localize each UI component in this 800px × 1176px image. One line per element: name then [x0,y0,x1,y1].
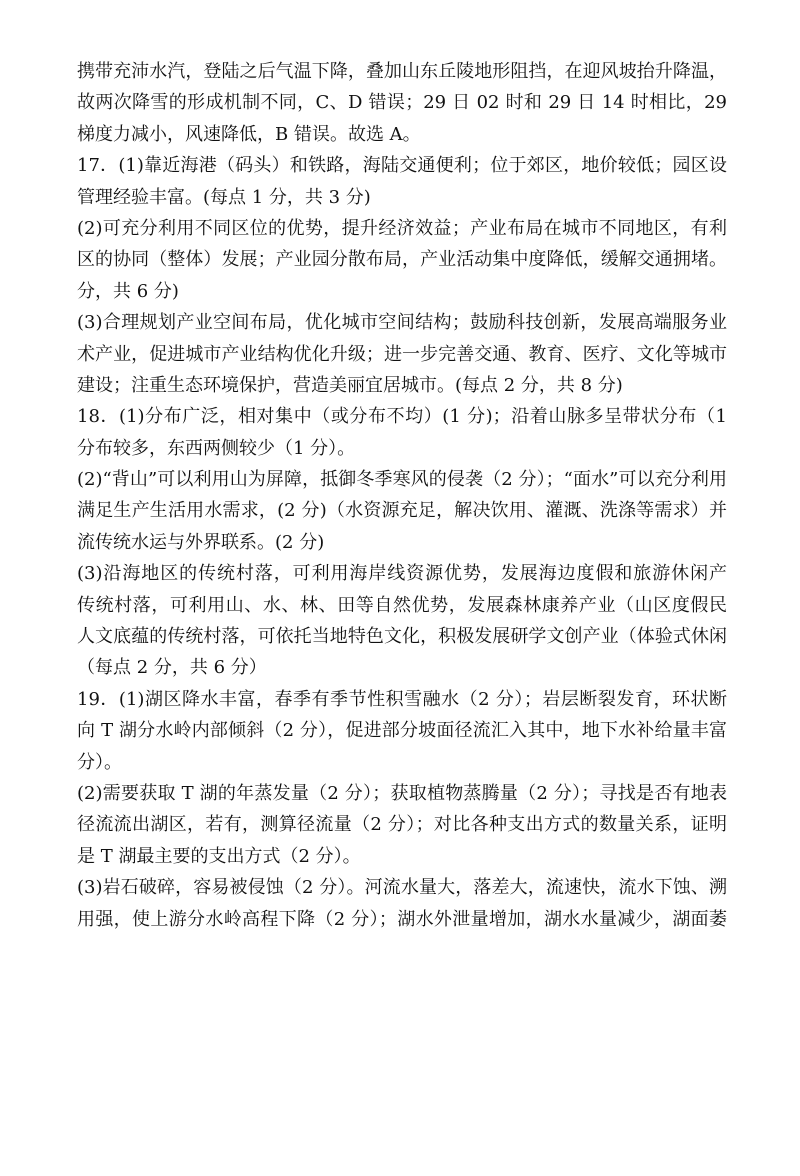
text-line: 携带充沛水汽，登陆之后气温下降，叠加山东丘陵地形阻挡，在迎风坡抬升降温， [77,61,727,82]
text-line: 流传统水运与外界联系。(2 分) [77,531,325,553]
text-line: 径流流出湖区，若有，测算径流量（2 分）；对比各种支出方式的数量关系，证明 [77,814,727,836]
text-line: 管理经验丰富。(每点 1 分，共 3 分) [77,186,371,208]
text-line: (2)需要获取 T 湖的年蒸发量（2 分）；获取植物蒸腾量（2 分）；寻找是否有地表 [77,782,727,804]
text-line: 向 T 湖分水岭内部倾斜（2 分），促进部分坡面径流汇入其中，地下水补给量丰富 [77,720,727,742]
answer-document [77,56,727,935]
text-line: 人文底蕴的传统村落，可依托当地特色文化，积极发展研学文创产业（体验式休闲 [77,626,727,648]
text-line: (2)“背山”可以利用山为屏障，抵御冬季寒风的侵袭（2 分）；“面水”可以充分利用 [77,469,727,491]
text-line: 17．(1)靠近海港（码头）和铁路，海陆交通便利；位于郊区，地价较低；园区设 [77,155,727,177]
text-line: 用强，使上游分水岭高程下降（2 分）；湖水外泄量增加，湖水水量减少，湖面萎 [77,908,727,930]
text-line: 建设；注重生态环境保护，营造美丽宜居城市。(每点 2 分，共 8 分) [77,374,623,396]
text-line: 传统村落，可利用山、水、林、田等自然优势，发展森林康养产业（山区度假民 [77,594,727,616]
text-line: (2)可充分利用不同区位的优势，提升经济效益；产业布局在城市不同地区，有利 [77,217,727,239]
text-line: 19．(1)湖区降水丰富，春季有季节性积雪融水（2 分）；岩层断裂发育，环状断 [77,688,727,710]
text-line: 18．(1)分布广泛，相对集中（或分布不均）(1 分)；沿着山脉多呈带状分布（1 [77,406,727,428]
text-line: (3)岩石破碎，容易被侵蚀（2 分）。河流水量大，落差大，流速快，流水下蚀、溯 [77,877,727,899]
text-line: 满足生产生活用水需求，(2 分)（水资源充足，解决饮用、灌溉、洗涤等需求）并 [77,500,727,522]
text-line: （每点 2 分，共 6 分） [77,657,267,679]
text-line: 故两次降雪的形成机制不同，C、D 错误；29 日 02 时和 29 日 14 时相比，29 [77,92,727,114]
text-line: 区的协同（整体）发展；产业园分散布局，产业活动集中度降低，缓解交通拥堵。 [77,249,727,271]
text-line: (3)合理规划产业空间布局，优化城市空间结构；鼓励科技创新，发展高端服务业 [77,312,727,334]
text-line: 分，共 6 分) [77,280,179,302]
text-line: 分布较多，东西两侧较少（1 分）。 [77,437,356,459]
text-line: 是 T 湖最主要的支出方式（2 分）。 [77,845,361,867]
text-line: 梯度力减小，风速降低，B 错误。故选 A。 [77,123,421,145]
text-line: (3)沿海地区的传统村落，可利用海岸线资源优势，发展海边度假和旅游休闲产 [77,563,727,585]
text-line: 分）。 [77,751,122,773]
text-line: 术产业，促进城市产业结构优化升级；进一步完善交通、教育、医疗、文化等城市 [77,343,727,365]
